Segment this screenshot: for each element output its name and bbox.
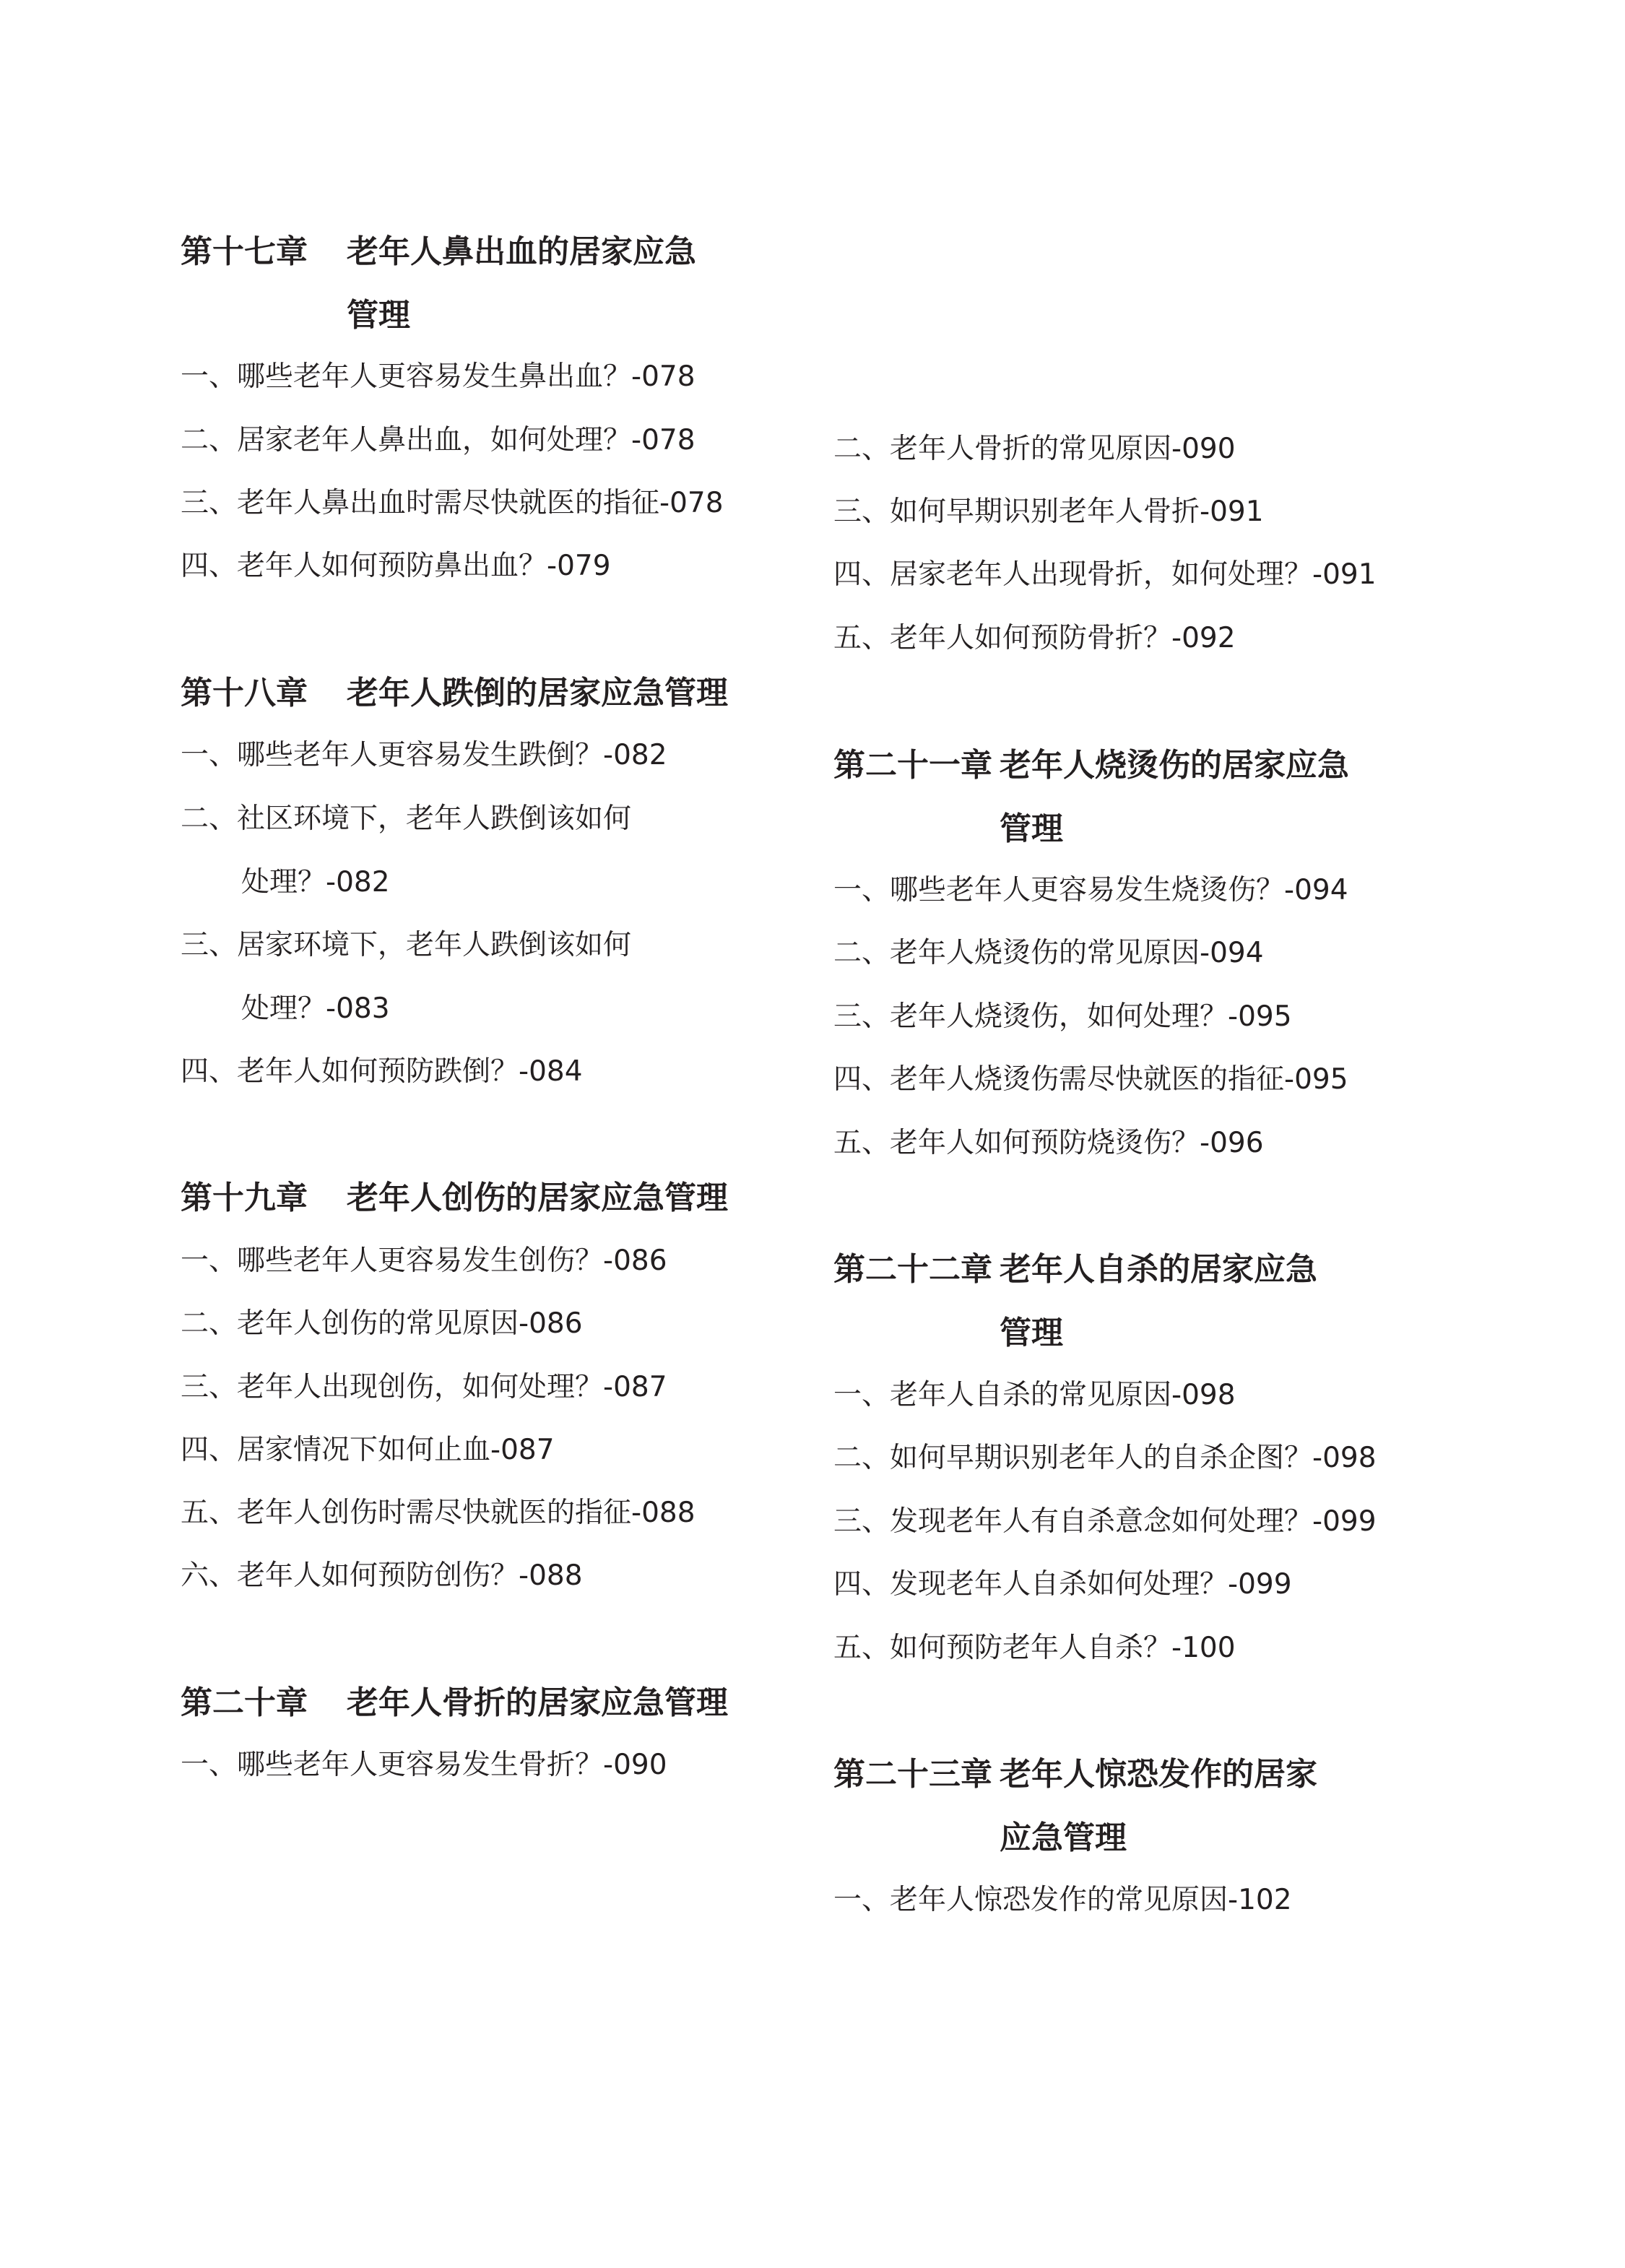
toc-entry[interactable]: 二、老年人骨折的常见原因-090: [833, 433, 1236, 465]
toc-entry[interactable]: 二、如何早期识别老年人的自杀企图？-098: [833, 1442, 1377, 1474]
toc-entry[interactable]: 四、居家老年人出现骨折，如何处理？-091: [833, 558, 1377, 591]
toc-entry[interactable]: 四、老年人如何预防跌倒？-084: [181, 1055, 583, 1088]
toc-entry[interactable]: 二、老年人创伤的常见原因-086: [181, 1307, 583, 1340]
chapter-number: 第二十一章: [833, 747, 992, 784]
toc-entry[interactable]: 二、老年人烧烫伤的常见原因-094: [833, 937, 1264, 969]
chapter-number: 第二十章: [181, 1684, 308, 1721]
chapter-title-continued: 管理: [1000, 810, 1063, 847]
toc-entry[interactable]: 一、哪些老年人更容易发生骨折？-090: [181, 1749, 667, 1781]
toc-entry[interactable]: 一、老年人自杀的常见原因-098: [833, 1379, 1236, 1411]
chapter-title: 老年人跌倒的居家应急管理: [347, 675, 728, 711]
chapter-title: 老年人鼻出血的居家应急: [347, 233, 696, 270]
toc-entry[interactable]: [181, 787, 631, 914]
chapter-title-continued: 管理: [347, 297, 410, 334]
chapter-18-heading: [181, 662, 728, 725]
chapter-title: 老年人烧烫伤的居家应急: [1000, 747, 1349, 784]
toc-entry[interactable]: 三、老年人鼻出血时需尽快就医的指征-078: [181, 487, 724, 519]
toc-entry[interactable]: 一、哪些老年人更容易发生创伤？-086: [181, 1245, 667, 1277]
toc-entry[interactable]: 四、老年人如何预防鼻出血？-079: [181, 550, 611, 582]
toc-entry[interactable]: 三、老年人烧烫伤，如何处理？-095: [833, 1000, 1292, 1033]
toc-entry[interactable]: 一、哪些老年人更容易发生跌倒？-082: [181, 739, 667, 771]
toc-entry[interactable]: 二、居家老年人鼻出血，如何处理？-078: [181, 424, 696, 456]
toc-entry[interactable]: [181, 914, 631, 1041]
toc-entry[interactable]: 五、如何预防老年人自杀？-100: [833, 1632, 1236, 1664]
chapter-number: 第十九章: [181, 1180, 308, 1216]
chapter-19-heading: [181, 1167, 728, 1230]
chapter-title-continued: 应急管理: [1000, 1819, 1127, 1856]
chapter-21-heading: [833, 734, 1349, 861]
toc-entry[interactable]: 六、老年人如何预防创伤？-088: [181, 1559, 583, 1592]
toc-entry[interactable]: 一、老年人惊恐发作的常见原因-102: [833, 1884, 1292, 1916]
toc-entry[interactable]: 三、如何早期识别老年人骨折-091: [833, 495, 1264, 528]
toc-entry[interactable]: 三、发现老年人有自杀意念如何处理？-099: [833, 1505, 1377, 1538]
chapter-number: 第二十二章: [833, 1251, 992, 1288]
toc-entry[interactable]: 四、居家情况下如何止血-087: [181, 1434, 555, 1466]
chapter-title: 老年人惊恐发作的居家: [1000, 1756, 1317, 1793]
chapter-title: 老年人创伤的居家应急管理: [347, 1180, 728, 1216]
toc-entry-line-2: 处理？-083: [241, 992, 390, 1025]
toc-entry[interactable]: 三、老年人出现创伤，如何处理？-087: [181, 1371, 667, 1403]
toc-entry[interactable]: 一、哪些老年人更容易发生烧烫伤？-094: [833, 874, 1348, 906]
chapter-title: 老年人自杀的居家应急: [1000, 1251, 1317, 1288]
chapter-title-continued: 管理: [1000, 1315, 1063, 1351]
chapter-title: 老年人骨折的居家应急管理: [347, 1684, 728, 1721]
toc-entry-line-2: 处理？-082: [241, 866, 390, 899]
toc-entry[interactable]: 五、老年人如何预防烧烫伤？-096: [833, 1127, 1264, 1159]
toc-entry[interactable]: 四、发现老年人自杀如何处理？-099: [833, 1568, 1292, 1601]
chapter-22-heading: [833, 1238, 1317, 1365]
toc-entry-line-1: 二、社区环境下，老年人跌倒该如何: [181, 802, 632, 835]
chapter-number: 第十七章: [181, 233, 308, 270]
toc-entry[interactable]: 一、哪些老年人更容易发生鼻出血？-078: [181, 360, 696, 393]
chapter-17-heading: [181, 220, 696, 347]
toc-entry-line-1: 三、居家环境下，老年人跌倒该如何: [181, 929, 632, 961]
toc-entry[interactable]: 四、老年人烧烫伤需尽快就医的指征-095: [833, 1063, 1348, 1096]
toc-entry[interactable]: 五、老年人创伤时需尽快就医的指征-088: [181, 1497, 696, 1529]
toc-entry[interactable]: 五、老年人如何预防骨折？-092: [833, 622, 1236, 654]
chapter-number: 第二十三章: [833, 1756, 992, 1793]
chapter-number: 第十八章: [181, 675, 308, 711]
chapter-20-heading: [181, 1671, 728, 1735]
chapter-23-heading: [833, 1743, 1317, 1870]
